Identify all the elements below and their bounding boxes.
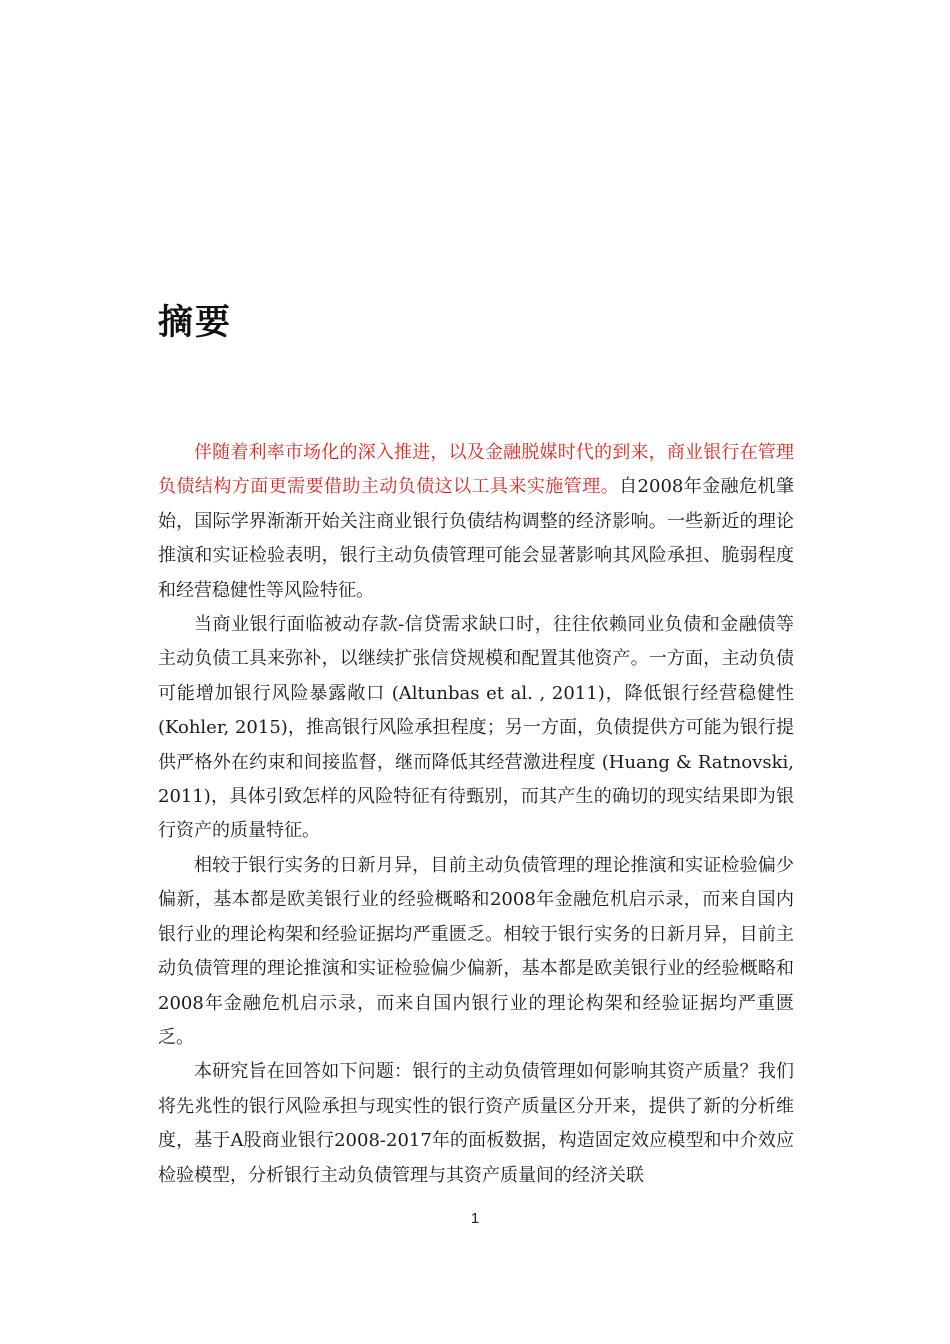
paragraph-4: [158, 1055, 794, 1193]
paragraph-text: 相较于银行实务的日新月异，目前主动负债管理的理论推演和实证检验偏少偏新，基本都是欧美银行业的经验概略和2008年金融危机启示录，而来自国内银行业的理论构架和经验证据均严重匮乏。相较于银行实务的日新月异，目前主动负债管理的理论推演和实证检验偏少偏新，基本都是欧美银行业的经验概略和2008年金融危机启示录，而来自国内银行业的理论构架和经验证据均严重匮乏。: [158, 854, 794, 1048]
page-title: 摘要: [158, 302, 233, 343]
page-number: 1: [470, 1210, 480, 1227]
paragraph-3: [158, 849, 794, 1055]
paragraph-text: 当商业银行面临被动存款-信贷需求缺口时，往往依赖同业负债和金融债等主动负债工具来弥补，以继续扩张信贷规模和配置其他资产。一方面，主动负债可能增加银行风险暴露敞口 (Altunbas et al. , 2011)，降低银行经营稳健性 (Kohler, 2015)，推高银行风险承担程度；另一方面，负债提供方可能为银行提供严格外在约束和间接监督，继而降低其经营激进程度 (Huang & Ratnovski, 2011)，具体引致怎样的风险特征有待甄别，而其产生的确切的现实结果即为银行资产的质量特征。: [158, 614, 794, 842]
highlighted-sentence: 伴随着利率市场化的深入推进，以及金融脱媒时代的到来，商业银行在管理负债结构方面更需要借助主动负债这以工具来实施管理。: [158, 442, 794, 498]
paragraph-text: 自2008年金融危机肇始，国际学界渐渐开始关注商业银行负债结构调整的经济影响。一些新近的理论推演和实证检验表明，银行主动负债管理可能会显著影响其风险承担、脆弱程度和经营稳健性等风险特征。: [158, 476, 795, 601]
paragraph-1: [158, 436, 794, 608]
abstract-body: [158, 436, 794, 1193]
paragraph-2: [158, 608, 794, 849]
paragraph-text: 本研究旨在回答如下问题：银行的主动负债管理如何影响其资产质量？我们将先兆性的银行风险承担与现实性的银行资产质量区分开来，提供了新的分析维度，基于A股商业银行2008-2017年的面板数据，构造固定效应模型和中介效应检验模型，分析银行主动负债管理与其资产质量间的经济关联: [158, 1061, 794, 1186]
